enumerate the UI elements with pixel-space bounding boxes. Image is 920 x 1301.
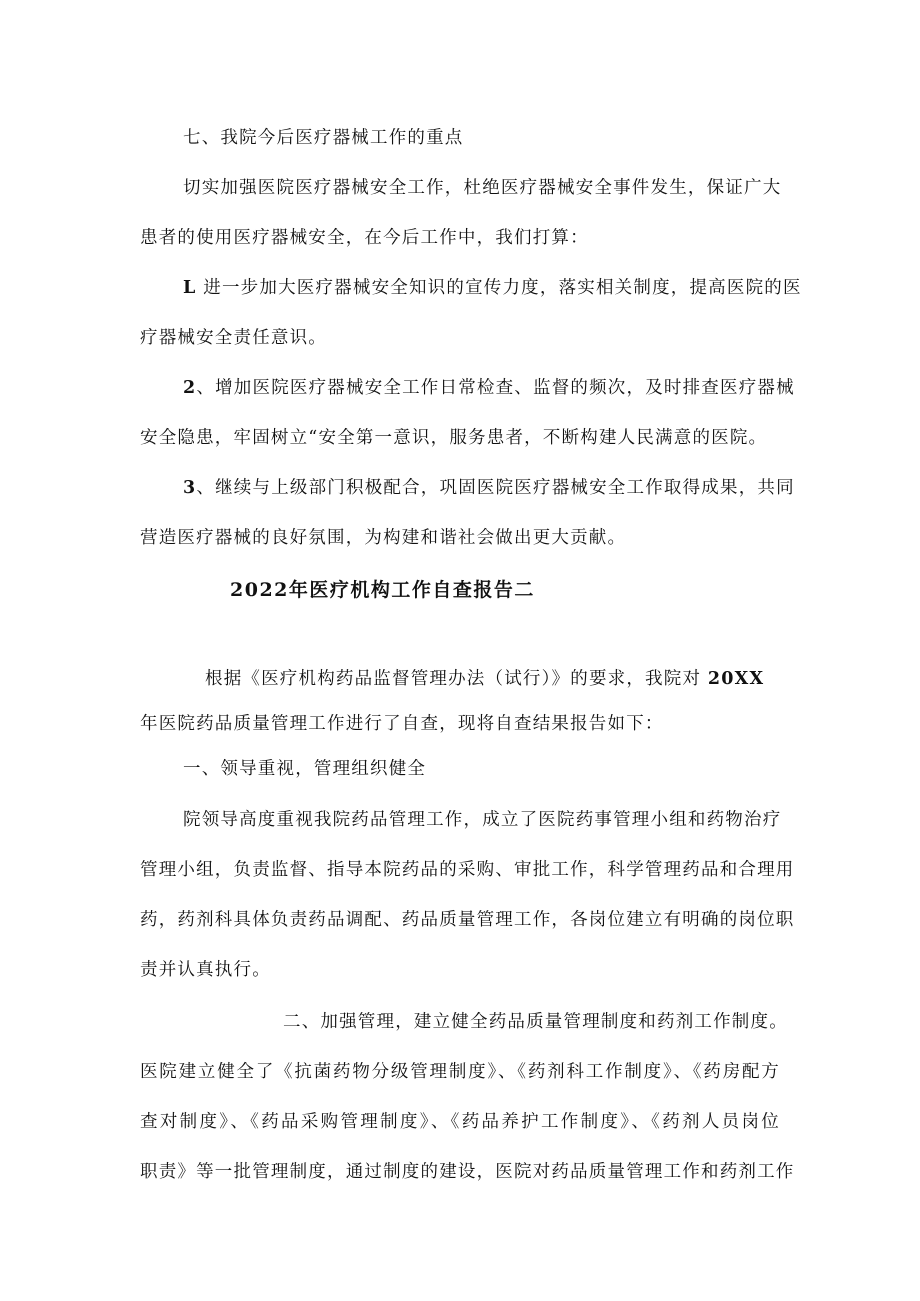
section7-item2-line1	[183, 376, 795, 400]
item1-number: L	[183, 278, 197, 298]
item3-text: 、继续与上级部门积极配合，巩固医院医疗器械安全工作取得成果，共同	[196, 478, 795, 498]
sec1-line1: 院领导高度重视我院药品管理工作，成立了医院药事管理小组和药物治疗	[183, 810, 782, 830]
section7-item3-line2: 营造医疗器械的良好氛围，为构建和谐社会做出更大贡献。	[140, 528, 627, 548]
item2-text: 、增加医院医疗器械安全工作日常检查、监督的频次，及时排查医疗器械	[196, 378, 795, 398]
sec1-line4: 责并认真执行。	[140, 960, 271, 980]
section7-intro-line2: 患者的使用医疗器械安全，在今后工作中，我们打算：	[140, 228, 589, 248]
section7-heading: 七、我院今后医疗器械工作的重点	[183, 128, 464, 148]
sec2-line1: 医院建立健全了《抗菌药物分级管理制度》、《药剂科工作制度》、《药房配方	[140, 1062, 780, 1082]
sec2-heading: 二、加强管理，建立健全药品质量管理制度和药剂工作制度。	[283, 1012, 788, 1032]
sec1-heading: 一、领导重视，管理组织健全	[183, 759, 427, 779]
section7-item1-line2: 疗器械安全责任意识。	[140, 328, 327, 348]
report2-title	[230, 575, 535, 602]
item3-number: 3	[183, 478, 197, 498]
report2-intro-line1	[205, 667, 780, 691]
sec1-line2: 管理小组，负责监督、指导本院药品的采购、审批工作，科学管理药品和合理用	[140, 860, 795, 880]
section7-item1-line1	[183, 276, 802, 300]
section7-intro-line1: 切实加强医院医疗器械安全工作，杜绝医疗器械安全事件发生，保证广大	[183, 178, 782, 198]
report2-title-text: 年医疗机构工作自查报告二	[288, 579, 535, 601]
sec2-line3: 职责》等一批管理制度，通过制度的建设，医院对药品质量管理工作和药剂工作	[140, 1162, 795, 1182]
section7-item2-line2: 安全隐患，牢固树立“安全第一意识，服务患者，不断构建人民满意的医院。	[140, 428, 768, 448]
item1-text: 进一步加大医疗器械安全知识的宣传力度，落实相关制度，提高医院的医	[203, 278, 802, 298]
sec1-line3: 药，药剂科具体负责药品调配、药品质量管理工作，各岗位建立有明确的岗位职	[140, 910, 795, 930]
item2-number: 2	[183, 378, 197, 398]
sec2-line2: 查对制度》、《药品采购管理制度》、《药品养护工作制度》、《药剂人员岗位	[140, 1112, 780, 1132]
report2-intro-year: 20XX	[707, 669, 765, 689]
report2-intro-line2: 年医院药品质量管理工作进行了自查，现将自查结果报告如下：	[140, 714, 664, 734]
report2-title-year: 2022	[230, 579, 289, 601]
section7-item3-line1	[183, 476, 795, 500]
report2-intro-text: 根据《医疗机构药品监督管理办法（试行）》的要求，我院对	[205, 669, 702, 689]
